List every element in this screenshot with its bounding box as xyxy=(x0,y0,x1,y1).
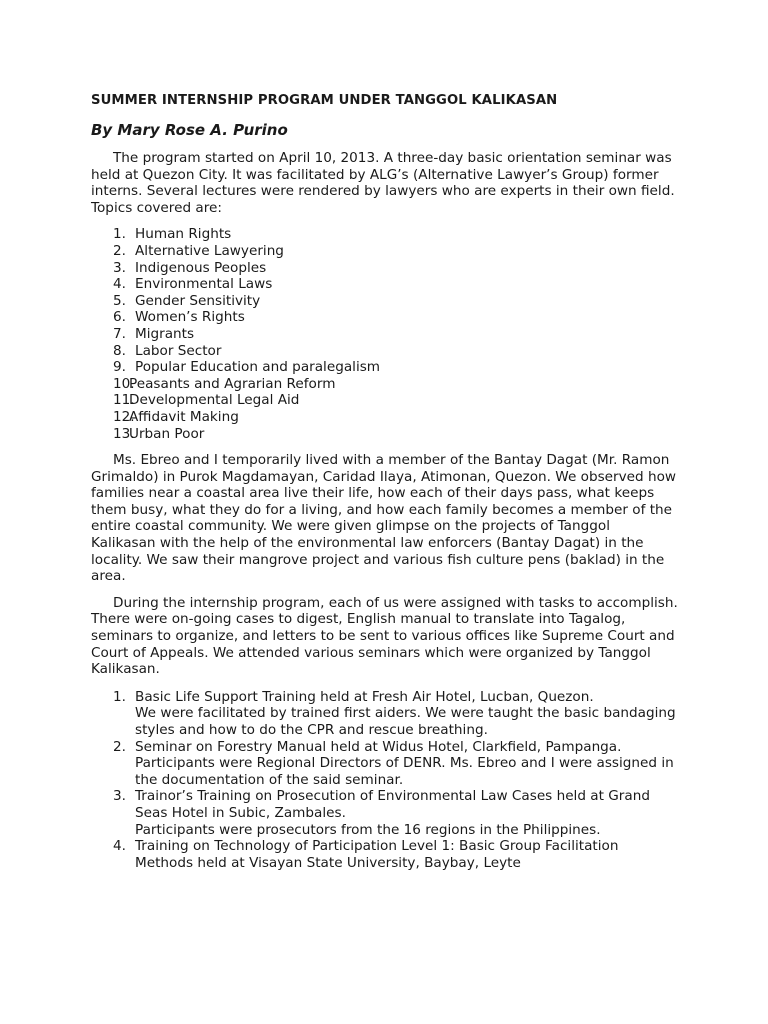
list-item-text: Women’s Rights xyxy=(135,309,245,326)
list-item-number: 5. xyxy=(113,292,126,309)
list-item xyxy=(91,409,678,426)
document-title: SUMMER INTERNSHIP PROGRAM UNDER TANGGOL KALIKASAN xyxy=(91,93,558,108)
list-item-number: 13. xyxy=(113,425,135,442)
list-item xyxy=(91,392,678,409)
seminar-title: Basic Life Support Training held at Fresh Air Hotel, Lucban, Quezon. xyxy=(135,688,594,705)
seminar-detail: Participants were prosecutors from the 16 regions in the Philippines. xyxy=(135,821,601,838)
list-item xyxy=(91,309,678,326)
list-item-number: 3. xyxy=(113,788,126,805)
list-item-text: Gender Sensitivity xyxy=(135,292,261,309)
list-item xyxy=(91,260,678,277)
list-item-number: 8. xyxy=(113,342,126,359)
list-item-text: Human Rights xyxy=(135,226,232,243)
list-item xyxy=(91,788,678,838)
list-item-number: 1. xyxy=(113,226,126,243)
list-item xyxy=(91,343,678,360)
list-item-text: Urban Poor xyxy=(129,425,205,442)
list-item-text: Environmental Laws xyxy=(135,276,273,293)
list-item xyxy=(91,426,678,443)
list-item-number: 10. xyxy=(113,375,135,392)
list-item-text: Indigenous Peoples xyxy=(135,259,267,276)
list-item xyxy=(91,376,678,393)
seminar-title: Trainor’s Training on Prosecution of Environmental Law Cases held at Grand Seas Hotel in Subic, Zambales. xyxy=(135,788,650,821)
seminar-detail: Participants were Regional Directors of DENR. Ms. Ebreo and I were assigned in the documentation of the said seminar. xyxy=(135,755,674,788)
list-item-number: 11. xyxy=(113,392,135,409)
list-item-number: 2. xyxy=(113,738,126,755)
list-item xyxy=(91,689,678,739)
document-author: By Mary Rose A. Purino xyxy=(91,121,288,139)
internship-paragraph: During the internship program, each of us were assigned with tasks to accomplish. There were on-going cases to digest, English manual to translate into Tagalog, seminars to organize, and letters to be sent to various offices like Supreme Court and Court of Appeals. We attended various seminars which were organized by Tanggol Kalikasan. xyxy=(91,594,678,678)
immersion-paragraph: Ms. Ebreo and I temporarily lived with a member of the Bantay Dagat (Mr. Ramon Grimaldo) in Purok Magdamayan, Caridad Ilaya, Atimonan, Quezon. We observed how families near a coastal area live their life, how each of their days pass, what keeps them busy, what they do for a living, and how each family becomes a member of the entire coastal community. We were given glimpse on the projects of Tanggol Kalikasan with the help of the environmental law enforcers (Bantay Dagat) in the locality. We saw their mangrove project and various fish culture pens (baklad) in the area. xyxy=(91,452,677,585)
list-item xyxy=(91,243,678,260)
list-item-text: Migrants xyxy=(135,325,195,342)
list-item xyxy=(91,359,678,376)
seminar-detail: We were facilitated by trained first aiders. We were taught the basic bandaging styles and how to do the CPR and rescue breathing. xyxy=(135,705,676,738)
list-item xyxy=(91,739,678,789)
list-item xyxy=(91,293,678,310)
list-item-text: Affidavit Making xyxy=(129,408,239,425)
list-item-number: 9. xyxy=(113,359,126,376)
list-item-number: 4. xyxy=(113,276,126,293)
list-item xyxy=(91,838,678,871)
list-item-text: Popular Education and paralegalism xyxy=(135,359,381,376)
list-item-text: Labor Sector xyxy=(135,342,222,359)
list-item-number: 4. xyxy=(113,838,126,855)
list-item-number: 7. xyxy=(113,325,126,342)
intro-paragraph: The program started on April 10, 2013. A three-day basic orientation seminar was held at Quezon City. It was facilitated by ALG’s (Alternative Lawyer’s Group) former interns. Several lectures were rendered by lawyers who are experts in their own field. Topics covered are: xyxy=(91,150,675,216)
list-item-number: 12. xyxy=(113,408,135,425)
list-item xyxy=(91,276,678,293)
list-item-number: 2. xyxy=(113,242,126,259)
list-item xyxy=(91,326,678,343)
list-item-text: Developmental Legal Aid xyxy=(129,392,300,409)
seminars-list xyxy=(91,689,678,872)
list-item-number: 1. xyxy=(113,688,126,705)
list-item-number: 6. xyxy=(113,309,126,326)
seminar-title: Seminar on Forestry Manual held at Widus Hotel, Clarkfield, Pampanga. xyxy=(135,738,622,755)
list-item-number: 3. xyxy=(113,259,126,276)
list-item xyxy=(91,226,678,243)
list-item-text: Peasants and Agrarian Reform xyxy=(129,375,336,392)
seminar-title: Training on Technology of Participation Level 1: Basic Group Facilitation Methods held at Visayan State University, Baybay, Leyte xyxy=(135,838,619,871)
topics-list xyxy=(91,226,678,442)
list-item-text: Alternative Lawyering xyxy=(135,242,284,259)
